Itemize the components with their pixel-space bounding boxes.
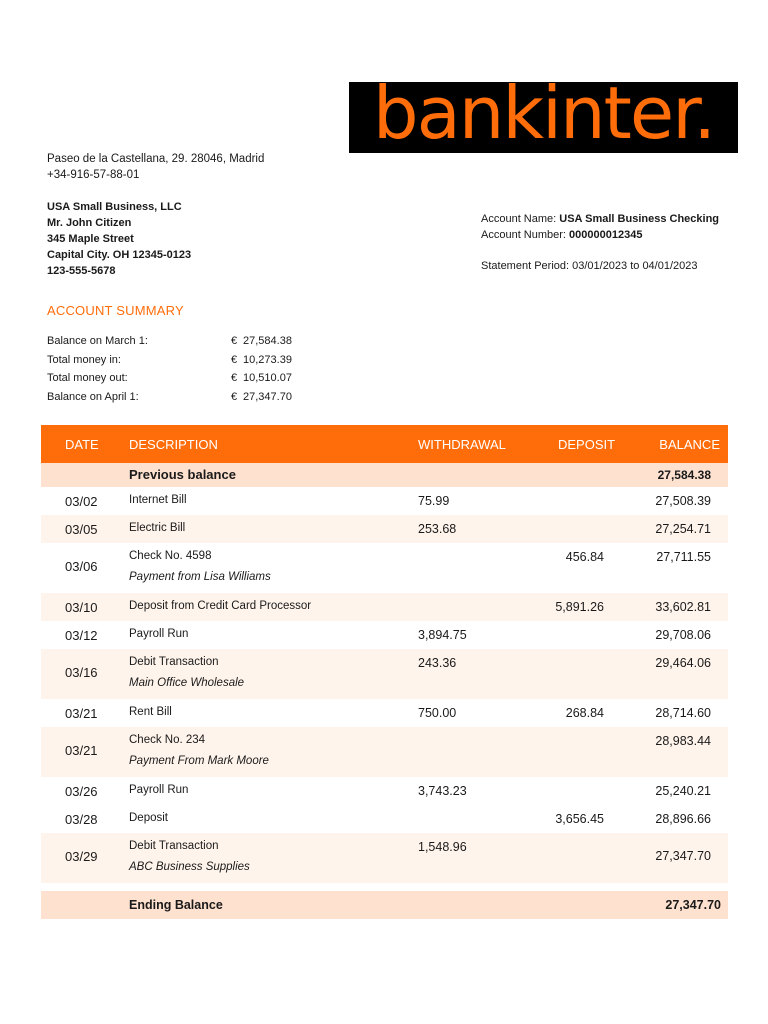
row-description-detail: Main Office Wholesale: [129, 677, 245, 689]
row-date: 03/05: [65, 522, 98, 537]
account-number-value: 000000012345: [569, 229, 643, 241]
row-description-detail: ABC Business Supplies: [129, 861, 250, 873]
previous-balance-label: Previous balance: [129, 467, 236, 482]
summary-currency: €: [231, 390, 238, 403]
table-header: [41, 425, 728, 463]
row-balance: 27,254.71: [655, 522, 711, 536]
summary-currency: €: [231, 353, 238, 366]
header-balance: BALANCE: [659, 436, 720, 452]
row-date: 03/12: [65, 628, 98, 643]
summary-label: Balance on April 1:: [47, 390, 139, 403]
row-date: 03/06: [65, 559, 98, 574]
transactions-table: [41, 425, 728, 919]
logo-text: bankinter.: [372, 70, 715, 155]
table-spacer: [41, 883, 728, 891]
customer-contact: Mr. John Citizen: [47, 217, 132, 229]
summary-row: [47, 388, 292, 407]
bank-address-line: Paseo de la Castellana, 29. 28046, Madrid: [47, 153, 265, 165]
row-description: Check No. 4598: [129, 550, 212, 562]
table-row: [41, 833, 728, 883]
row-date: 03/28: [65, 812, 98, 827]
row-balance: 29,708.06: [655, 628, 711, 642]
row-description: Payroll Run: [129, 784, 189, 796]
header-withdrawal: WITHDRAWAL: [418, 436, 506, 452]
row-balance: 29,464.06: [655, 656, 711, 670]
summary-label: Balance on March 1:: [47, 335, 148, 347]
account-name-label: Account Name:: [481, 213, 560, 225]
header-date: DATE: [65, 436, 99, 452]
table-row: [41, 543, 728, 593]
row-withdrawal: 75.99: [418, 494, 450, 508]
customer-street: 345 Maple Street: [47, 233, 134, 245]
row-withdrawal: 3,743.23: [418, 784, 467, 798]
row-description: Rent Bill: [129, 706, 172, 718]
row-balance: 27,711.55: [656, 550, 711, 564]
summary-amount: 27,347.70: [243, 390, 292, 403]
ending-balance-label: Ending Balance: [129, 898, 223, 912]
row-balance: 28,714.60: [655, 706, 711, 720]
row-date: 03/21: [65, 706, 98, 721]
ending-balance-amount: 27,347.70: [665, 898, 721, 912]
row-balance: 27,508.39: [655, 494, 711, 508]
row-withdrawal: 243.36: [418, 656, 457, 670]
row-description: Payroll Run: [129, 628, 189, 640]
row-date: 03/21: [65, 743, 98, 758]
table-row: [41, 727, 728, 777]
row-balance: 33,602.81: [655, 600, 711, 614]
row-description: Internet Bill: [129, 494, 187, 506]
account-number-label: Account Number:: [481, 229, 570, 241]
summary-amount: 27,584.38: [243, 335, 292, 347]
account-name-line: [481, 211, 719, 227]
row-deposit: 268.84: [565, 706, 604, 720]
row-description: Check No. 234: [129, 734, 206, 746]
customer-city: Capital City. OH 12345-0123: [47, 249, 192, 261]
account-summary: [47, 332, 292, 406]
row-balance: 28,983.44: [655, 734, 711, 748]
statement-period: Statement Period: 03/01/2023 to 04/01/2023: [481, 260, 698, 272]
row-withdrawal: 3,894.75: [418, 628, 467, 642]
row-withdrawal: 1,548.96: [418, 840, 467, 854]
table-row: [41, 805, 728, 833]
row-deposit: 3,656.45: [555, 812, 604, 826]
customer-name: USA Small Business, LLC: [47, 201, 182, 213]
table-body: [41, 463, 728, 919]
summary-label: Total money out:: [47, 372, 128, 384]
row-balance: 27,347.70: [655, 849, 711, 863]
row-description-detail: Payment from Lisa Williams: [129, 571, 271, 583]
account-number-line: [481, 227, 719, 243]
row-date: 03/10: [65, 600, 98, 615]
row-description: Deposit: [129, 812, 168, 824]
customer-phone: 123-555-5678: [47, 265, 116, 277]
summary-currency: €: [231, 372, 238, 384]
summary-row: [47, 332, 292, 351]
row-withdrawal: 750.00: [418, 706, 457, 720]
ending-balance-row: [41, 891, 728, 919]
bank-logo: [349, 70, 738, 155]
account-info: [481, 211, 719, 274]
bank-address: [47, 151, 264, 183]
row-description: Deposit from Credit Card Processor: [129, 600, 312, 612]
row-deposit: 5,891.26: [555, 600, 604, 614]
header-description: DESCRIPTION: [129, 436, 218, 452]
row-withdrawal: 253.68: [418, 522, 457, 536]
table-row: [41, 593, 728, 621]
row-description: Electric Bill: [129, 522, 186, 534]
summary-row: [47, 369, 292, 388]
previous-balance-amount: 27,584.38: [657, 468, 711, 482]
row-description: Debit Transaction: [129, 656, 219, 668]
summary-label: Total money in:: [47, 353, 121, 366]
account-summary-title: ACCOUNT SUMMARY: [47, 303, 184, 318]
summary-amount: 10,273.39: [243, 353, 292, 366]
customer-address: [47, 199, 191, 279]
bank-phone: +34-916-57-88-01: [47, 169, 140, 181]
table-row: [41, 621, 728, 649]
row-deposit: 456.84: [565, 550, 604, 564]
table-row: [41, 649, 728, 699]
row-balance: 28,896.66: [655, 812, 711, 826]
header-deposit: DEPOSIT: [558, 436, 616, 452]
row-date: 03/26: [65, 784, 98, 799]
account-name-value: USA Small Business Checking: [559, 213, 720, 225]
summary-currency: €: [231, 335, 238, 347]
table-row: [41, 487, 728, 515]
row-balance: 25,240.21: [655, 784, 711, 798]
row-date: 03/16: [65, 665, 98, 680]
summary-amount: 10,510.07: [243, 372, 292, 384]
row-description-detail: Payment From Mark Moore: [129, 755, 269, 767]
table-row: [41, 515, 728, 543]
summary-row: [47, 351, 292, 370]
row-date: 03/29: [65, 849, 98, 864]
table-row: [41, 699, 728, 727]
row-date: 03/02: [65, 494, 98, 509]
row-description: Debit Transaction: [129, 840, 219, 852]
previous-balance-row: [41, 463, 728, 487]
table-row: [41, 777, 728, 805]
